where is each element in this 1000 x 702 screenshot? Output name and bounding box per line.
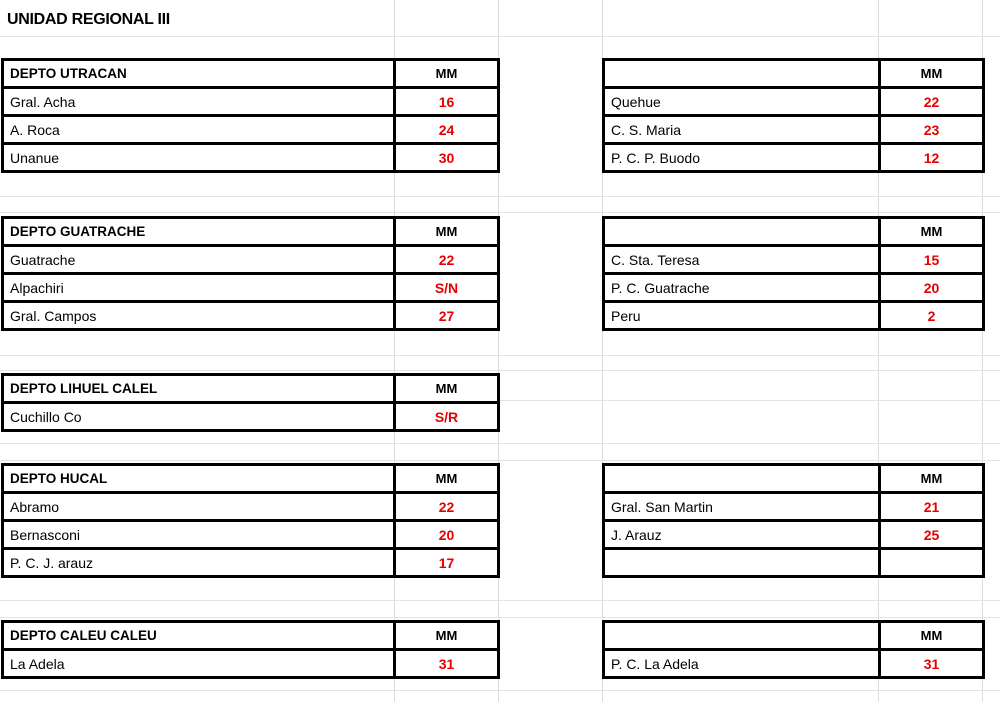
locality-name[interactable]: Abramo [3, 493, 395, 521]
table-row [3, 116, 499, 144]
grid-line [0, 443, 1000, 444]
table-row [604, 521, 984, 549]
rainfall-value[interactable]: 22 [880, 88, 984, 116]
table-row [604, 302, 984, 330]
page-title: UNIDAD REGIONAL III [7, 11, 170, 28]
table-row [604, 88, 984, 116]
mm-header[interactable]: MM [880, 60, 984, 88]
rainfall-value[interactable]: 25 [880, 521, 984, 549]
rainfall-value[interactable]: S/N [395, 274, 499, 302]
table-row [3, 144, 499, 172]
table-row [604, 549, 984, 577]
locality-name[interactable]: Peru [604, 302, 880, 330]
rainfall-value[interactable]: 20 [880, 274, 984, 302]
mm-header[interactable]: MM [395, 218, 499, 246]
table-header-row [3, 375, 499, 403]
locality-name[interactable]: Gral. Acha [3, 88, 395, 116]
grid-line [0, 617, 1000, 618]
rainfall-value[interactable]: 15 [880, 246, 984, 274]
department-table [1, 216, 500, 331]
department-name[interactable]: DEPTO CALEU CALEU [3, 622, 395, 650]
locality-name[interactable] [604, 549, 880, 577]
locality-name[interactable]: Gral. San Martin [604, 493, 880, 521]
locality-name[interactable]: P. C. La Adela [604, 650, 880, 678]
table-header-row [3, 60, 499, 88]
rainfall-value[interactable]: 31 [880, 650, 984, 678]
mm-header[interactable]: MM [395, 465, 499, 493]
rainfall-value[interactable]: 16 [395, 88, 499, 116]
department-table [1, 620, 500, 679]
grid-line [0, 212, 1000, 213]
locality-name[interactable]: La Adela [3, 650, 395, 678]
mm-header[interactable]: MM [395, 60, 499, 88]
table-header-row [3, 218, 499, 246]
rainfall-value[interactable]: 22 [395, 246, 499, 274]
locality-name[interactable]: Bernasconi [3, 521, 395, 549]
table-row [3, 88, 499, 116]
grid-line [0, 460, 1000, 461]
locality-name[interactable]: P. C. P. Buodo [604, 144, 880, 172]
table-row [604, 493, 984, 521]
rainfall-value[interactable]: 30 [395, 144, 499, 172]
department-table [602, 58, 985, 173]
mm-header[interactable]: MM [880, 465, 984, 493]
locality-name[interactable]: Quehue [604, 88, 880, 116]
grid-line [0, 600, 1000, 601]
table-header-row [3, 622, 499, 650]
locality-name[interactable]: A. Roca [3, 116, 395, 144]
rainfall-value[interactable]: 27 [395, 302, 499, 330]
grid-line [0, 690, 1000, 691]
rainfall-value[interactable]: 31 [395, 650, 499, 678]
rainfall-value[interactable]: 20 [395, 521, 499, 549]
grid-line [0, 196, 1000, 197]
department-name[interactable] [604, 60, 880, 88]
rainfall-value[interactable]: S/R [395, 403, 499, 431]
rainfall-value[interactable]: 2 [880, 302, 984, 330]
table-row [3, 650, 499, 678]
department-name[interactable] [604, 465, 880, 493]
table-row [3, 246, 499, 274]
table-row [604, 650, 984, 678]
locality-name[interactable]: Guatrache [3, 246, 395, 274]
department-name[interactable]: DEPTO GUATRACHE [3, 218, 395, 246]
mm-header[interactable]: MM [880, 622, 984, 650]
table-row [604, 116, 984, 144]
table-row [604, 144, 984, 172]
department-name[interactable]: DEPTO UTRACAN [3, 60, 395, 88]
table-row [604, 274, 984, 302]
department-table [602, 620, 985, 679]
table-row [3, 493, 499, 521]
locality-name[interactable]: Alpachiri [3, 274, 395, 302]
rainfall-value[interactable]: 17 [395, 549, 499, 577]
table-header-row [604, 622, 984, 650]
locality-name[interactable]: C. Sta. Teresa [604, 246, 880, 274]
rainfall-value[interactable]: 24 [395, 116, 499, 144]
locality-name[interactable]: C. S. Maria [604, 116, 880, 144]
table-row [3, 274, 499, 302]
mm-header[interactable]: MM [395, 375, 499, 403]
grid-line [0, 355, 1000, 356]
department-name[interactable] [604, 622, 880, 650]
locality-name[interactable]: Cuchillo Co [3, 403, 395, 431]
table-header-row [3, 465, 499, 493]
department-table [1, 58, 500, 173]
rainfall-value[interactable]: 21 [880, 493, 984, 521]
table-header-row [604, 60, 984, 88]
locality-name[interactable]: P. C. J. arauz [3, 549, 395, 577]
rainfall-value[interactable]: 23 [880, 116, 984, 144]
table-header-row [604, 218, 984, 246]
locality-name[interactable]: P. C. Guatrache [604, 274, 880, 302]
table-row [3, 549, 499, 577]
department-name[interactable] [604, 218, 880, 246]
department-name[interactable]: DEPTO LIHUEL CALEL [3, 375, 395, 403]
table-header-row [604, 465, 984, 493]
grid-line [0, 36, 1000, 37]
department-table [1, 373, 500, 432]
rainfall-value[interactable]: 12 [880, 144, 984, 172]
table-row [3, 521, 499, 549]
department-table [602, 216, 985, 331]
department-table [602, 463, 985, 578]
grid-line [0, 370, 1000, 371]
locality-name[interactable]: Gral. Campos [3, 302, 395, 330]
table-row [604, 246, 984, 274]
table-row [3, 403, 499, 431]
table-row [3, 302, 499, 330]
department-name[interactable]: DEPTO HUCAL [3, 465, 395, 493]
locality-name[interactable]: J. Arauz [604, 521, 880, 549]
locality-name[interactable]: Unanue [3, 144, 395, 172]
mm-header[interactable]: MM [880, 218, 984, 246]
department-table [1, 463, 500, 578]
mm-header[interactable]: MM [395, 622, 499, 650]
rainfall-value[interactable] [880, 549, 984, 577]
rainfall-value[interactable]: 22 [395, 493, 499, 521]
